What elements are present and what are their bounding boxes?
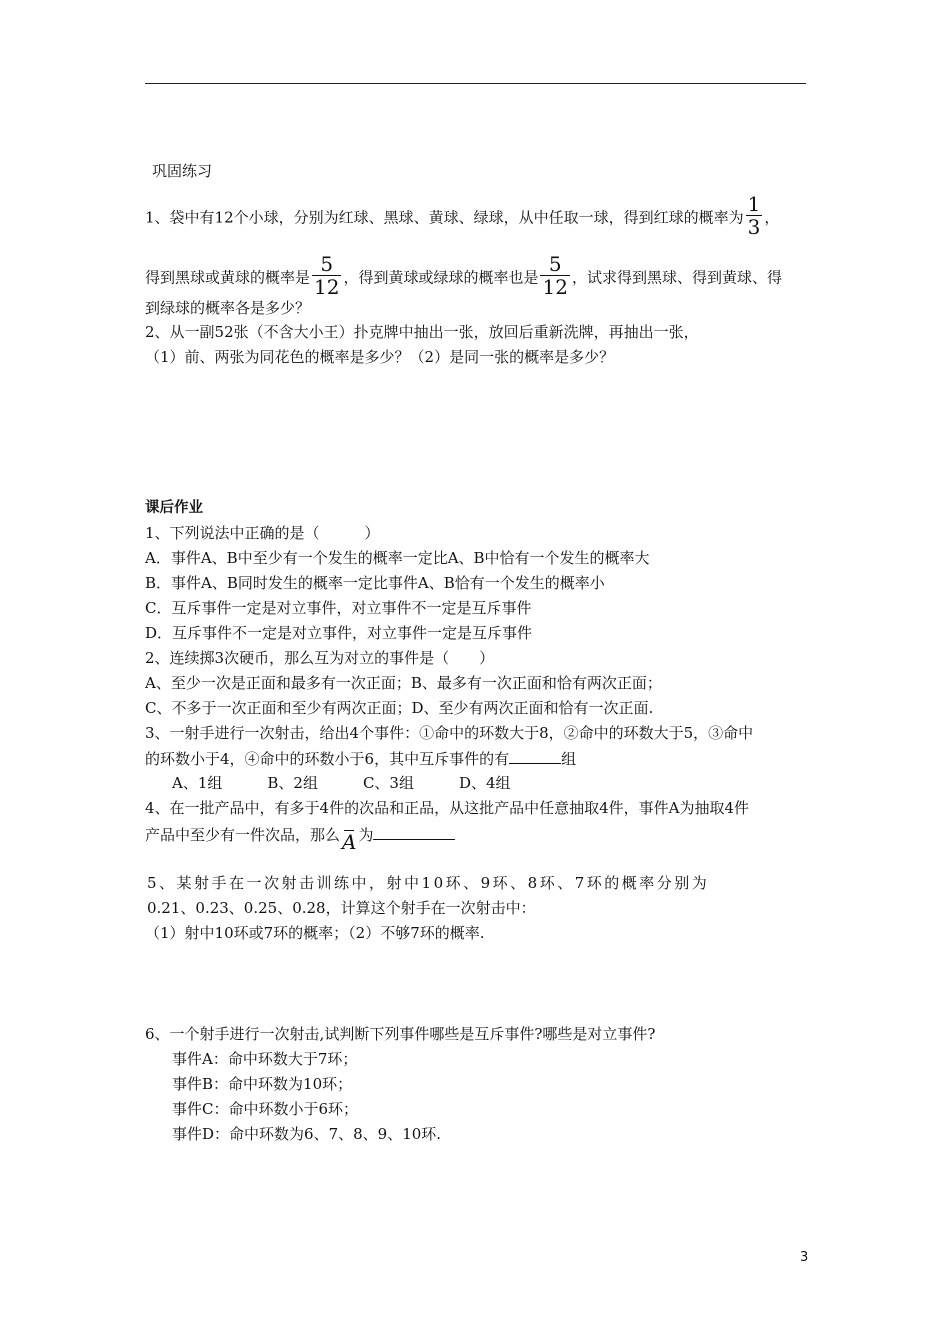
homework-line: 2、连续掷3次硬币，那么互为对立的事件是（ ） [145,649,495,667]
homework-q3-options: A、1组 B、2组 C、3组 D、4组 [172,774,511,792]
complement-a-symbol: A [342,830,357,854]
event-line: 事件B：命中环数为10环； [172,1075,353,1093]
text-segment: ，得到黄球或绿球的概率也是 [343,268,539,287]
practice-q1-line3: 到绿球的概率各是多少？ [145,299,311,317]
event-line: 事件D：命中环数为6、7、8、9、10环. [172,1125,442,1143]
fraction-denominator: 3 [747,215,761,239]
fraction-numerator: 5 [320,252,334,276]
text-segment: 1、袋中有12个小球，分别为红球、黑球、黄球、绿球，从中任取一球，得到红球的概率为 [145,208,744,227]
header-rule [145,83,806,84]
homework-q5-line1: 5、某射手在一次射击训练中，射中10环、9环、8环、7环的概率分别为 [147,874,710,892]
text-segment: 产品中至少有一件次品，那么 [145,826,341,844]
text-segment: 组 [561,750,577,768]
page-number: 3 [800,1250,809,1265]
answer-blank [373,823,455,840]
homework-line: B．事件A、B同时发生的概率一定比事件A、B恰有一个发生的概率小 [145,574,605,592]
practice-q2-line1: 2、从一副52张（不含大小王）扑克牌中抽出一张，放回后重新洗牌，再抽出一张， [145,323,699,341]
homework-q6: 6、一个射手进行一次射击,试判断下列事件哪些是互斥事件?哪些是对立事件? [145,1025,656,1043]
homework-line: D．互斥事件不一定是对立事件，对立事件一定是互斥事件 [145,624,533,642]
homework-q3-line2 [145,747,576,770]
homework-q5-line2: 0.21、0.23、0.25、0.28，计算这个射手在一次射击中： [147,899,536,917]
homework-q4-line2 [145,822,455,854]
fraction-one-third [746,193,763,238]
answer-blank [509,747,561,764]
homework-line: C、不多于一次正面和至少有两次正面；D、至少有两次正面和恰有一次正面. [145,699,654,717]
homework-line: C．互斥事件一定是对立事件，对立事件不一定是互斥事件 [145,599,532,617]
practice-q1-line1 [145,192,780,241]
fraction-denominator: 12 [314,275,340,299]
practice-title: 巩固练习 [152,162,213,180]
homework-line: A、至少一次是正面和最多有一次正面；B、最多有一次正面和恰有两次正面； [145,674,662,692]
homework-q5-line3: （1）射中10环或7环的概率；（2）不够7环的概率. [145,924,485,942]
text-segment: ，试求得到黑球、得到黄球、得 [571,268,782,287]
homework-line: 1、下列说法中正确的是（ ） [145,524,380,542]
fraction-numerator: 1 [747,192,761,216]
practice-q1-line2 [145,252,782,301]
fraction-numerator: 5 [548,252,562,276]
homework-line: 3、一射手进行一次射击，给出4个事件：①命中的环数大于8，②命中的环数大于5，③命中 [145,724,754,742]
text-segment: 的环数小于4，④命中的环数小于6，其中互斥事件的有 [145,750,510,768]
fraction-five-twelfths [312,253,341,298]
text-segment: 为 [358,826,374,844]
practice-q2-line2: （1）前、两张为同花色的概率是多少？（2）是同一张的概率是多少？ [145,348,615,366]
homework-line: A．事件A、B中至少有一个发生的概率一定比A、B中恰有一个发生的概率大 [145,549,650,567]
text-segment: ， [764,208,780,227]
homework-title: 课后作业 [145,500,203,516]
fraction-denominator: 12 [542,275,568,299]
event-line: 事件A：命中环数大于7环； [172,1050,358,1068]
text-segment: 得到黑球或黄球的概率是 [145,268,311,287]
homework-q4-line1: 4、在一批产品中，有多于4件的次品和正品，从这批产品中任意抽取4件，事件A为抽取4件 [145,799,750,817]
fraction-five-twelfths [540,253,569,298]
event-line: 事件C：命中环数小于6环； [172,1100,359,1118]
